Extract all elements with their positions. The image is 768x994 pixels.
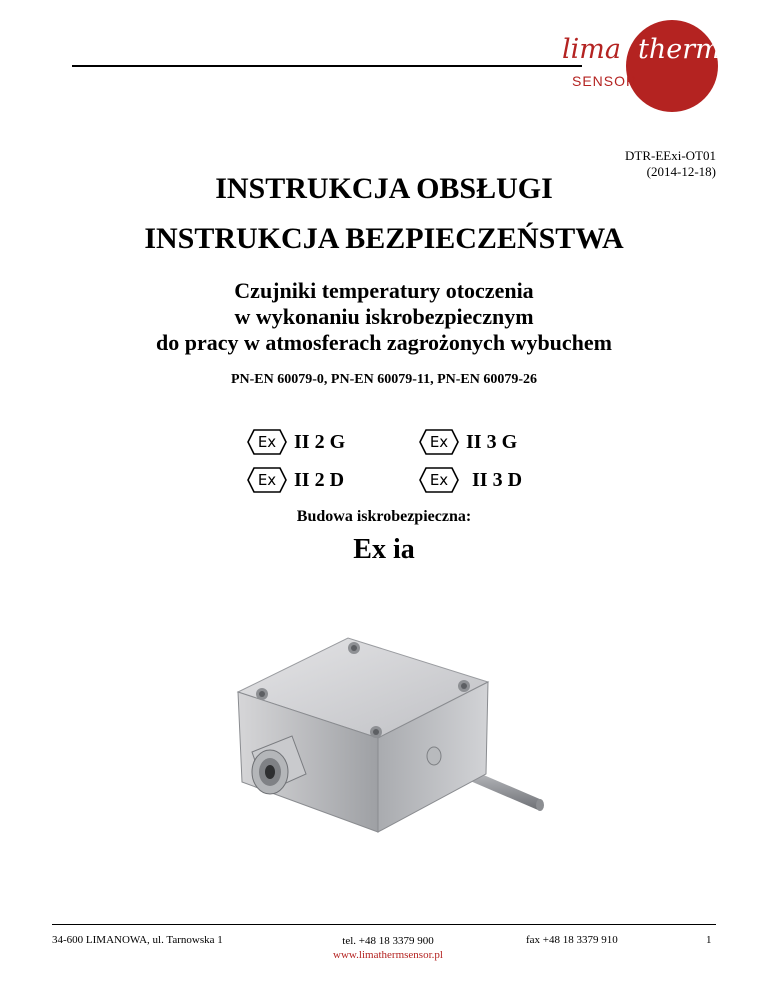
footer-contact [318, 934, 458, 962]
ex-hexagon-icon [418, 466, 460, 494]
marking-text: II 2 D [294, 468, 345, 491]
marking-text: II 3 D [472, 468, 523, 491]
logo-sensor-text: SENSOR [572, 73, 638, 89]
header-rule [72, 65, 582, 67]
subtitle [0, 278, 768, 356]
subtitle-line-1: Czujniki temperatury otoczenia [234, 278, 534, 303]
footer-rule [52, 924, 716, 925]
ex-symbol-text: Ex [257, 433, 277, 451]
logo-lima-text: lima [562, 34, 621, 65]
ex-hexagon-icon [246, 466, 288, 494]
ex-symbol-text: Ex [257, 471, 277, 489]
sensor-enclosure-photo [208, 604, 563, 866]
construction-label: Budowa iskrobezpieczna: [296, 508, 472, 525]
footer-phone: tel. +48 18 3379 900 [342, 935, 434, 947]
footer-website-link[interactable]: www.limathermsensor.pl [333, 949, 443, 961]
protection-type: Ex ia [353, 534, 415, 565]
footer-address: 34-600 LIMANOWA, ul. Tarnowska 1 [52, 934, 223, 946]
standards-list: PN-EN 60079-0, PN-EN 60079-11, PN-EN 60079-26 [230, 372, 538, 387]
logo-therm-text: therm [638, 34, 721, 65]
subtitle-line-2: w wykonaniu iskrobezpiecznym [234, 304, 534, 329]
doc-id-date: (2014-12-18) [646, 164, 716, 179]
doc-id-code: DTR-EExi-OT01 [625, 148, 716, 163]
marking-ii-3-d [418, 466, 522, 494]
marking-ii-2-d [246, 466, 344, 494]
page-number: 1 [706, 934, 712, 946]
marking-text: II 3 G [466, 430, 518, 453]
footer-fax: fax +48 18 3379 910 [526, 934, 618, 946]
title-operation-manual: INSTRUKCJA OBSŁUGI [215, 172, 553, 205]
marking-ii-3-g [418, 428, 517, 456]
ex-symbol-text: Ex [429, 471, 449, 489]
marking-ii-2-g [246, 428, 345, 456]
ex-hexagon-icon [246, 428, 288, 456]
subtitle-line-3: do pracy w atmosferach zagrożonych wybuchem [155, 330, 613, 355]
ex-hexagon-icon [418, 428, 460, 456]
marking-text: II 2 G [294, 430, 346, 453]
title-safety-manual: INSTRUKCJA BEZPIECZEŃSTWA [144, 222, 624, 255]
limatherm-logo [556, 18, 720, 114]
ex-symbol-text: Ex [429, 433, 449, 451]
